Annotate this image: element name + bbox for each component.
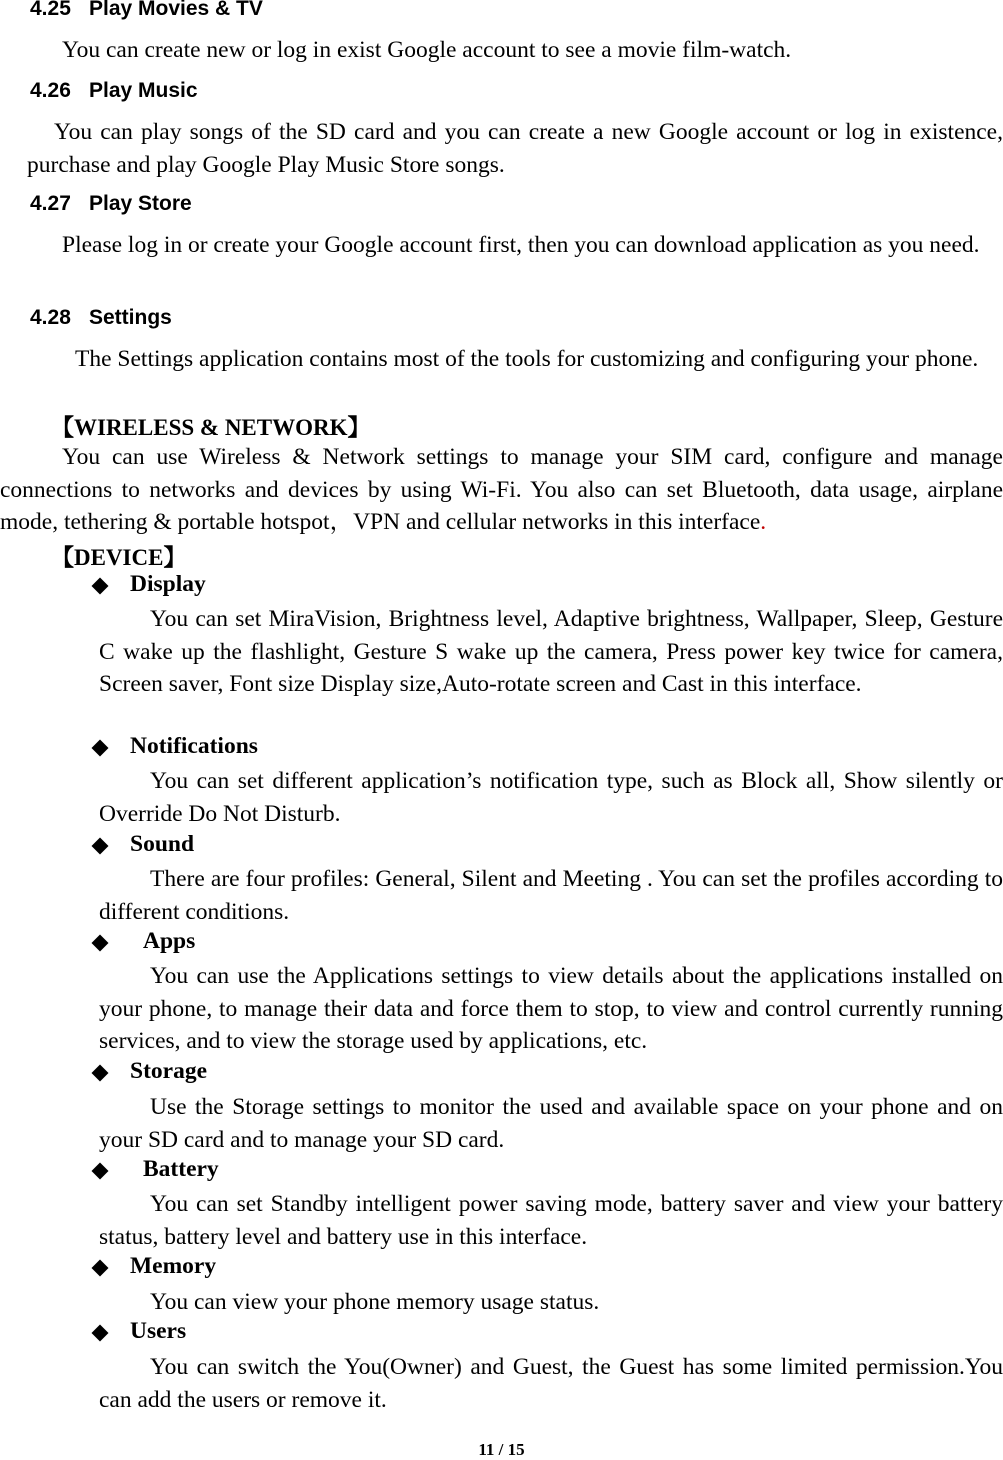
diamond-bullet-icon: [92, 1325, 109, 1342]
wireless-network-end-mark: .: [760, 509, 767, 535]
device-item-body-users: You can switch the You(Owner) and Guest, the Guest has some limited permission.You can add the users or remove it.: [99, 1354, 1003, 1413]
device-item-title-battery: Battery: [143, 1156, 219, 1182]
diamond-bullet-icon: [92, 740, 109, 757]
section-body-play-movies: You can create new or log in exist Google account to see a movie film-watch.: [62, 37, 792, 63]
device-item-title-storage: Storage: [130, 1058, 208, 1084]
device-item-body-memory: You can view your phone memory usage status.: [150, 1289, 600, 1315]
section-body-play-store: Please log in or create your Google account first, then you can download application as you need.: [62, 232, 980, 258]
section-title: Play Music: [89, 79, 198, 102]
device-item-body-battery: You can set Standby intelligent power saving mode, battery saver and view your battery status, battery level and battery use in this interface.: [99, 1191, 1003, 1250]
page-number: 11 / 15: [478, 1440, 525, 1459]
device-item-body-storage: Use the Storage settings to monitor the used and available space on your phone and on your SD card and to manage your SD card.: [99, 1094, 1003, 1153]
section-heading-play-movies: [30, 0, 263, 21]
device-item-title-display: Display: [130, 571, 206, 597]
diamond-bullet-icon: [92, 838, 109, 855]
section-number: 4.25: [30, 0, 71, 20]
device-item-body-display: You can set MiraVision, Brightness level, Adaptive brightness, Wallpaper, Sleep, Gesture C wake up the flashlight, Gesture S wake up the camera, Press power key twice for camera, Screen saver, Font size Display size,Auto-rotate screen and Cast in this interface.: [99, 606, 1003, 697]
device-heading: 【DEVICE】: [51, 545, 187, 570]
device-item-body-sound: There are four profiles: General, Silent and Meeting . You can set the profiles according to different conditions.: [99, 866, 1003, 925]
diamond-bullet-icon: [92, 1163, 109, 1180]
section-heading-play-store: [30, 192, 192, 216]
diamond-bullet-icon: [92, 935, 109, 952]
wireless-network-heading: 【WIRELESS & NETWORK】: [51, 415, 371, 440]
device-item-body-apps: You can use the Applications settings to view details about the applications installed on your phone, to manage their data and force them to stop, to view and control currently running services, and to view the storage used by applications, etc.: [99, 963, 1003, 1054]
device-item-body-notifications: You can set different application’s notification type, such as Block all, Show silently or Override Do Not Disturb.: [99, 768, 1003, 827]
diamond-bullet-icon: [92, 578, 109, 595]
device-item-title-apps: Apps: [143, 928, 196, 954]
section-number: 4.27: [30, 192, 71, 215]
section-title: Play Store: [89, 192, 192, 215]
section-number: 4.28: [30, 306, 71, 329]
section-body-play-music: You can play songs of the SD card and you can create a new Google account or log in existence, purchase and play Google Play Music Store songs.: [27, 119, 1003, 178]
device-item-title-notifications: Notifications: [130, 733, 258, 759]
diamond-bullet-icon: [92, 1260, 109, 1277]
section-heading-play-music: [30, 79, 198, 103]
device-item-title-memory: Memory: [130, 1253, 217, 1279]
device-item-title-users: Users: [130, 1318, 187, 1344]
wireless-network-text: You can use Wireless & Network settings to manage your SIM card, configure and manage connections to networks and devices by using Wi-Fi. You also can set Bluetooth, data usage, airplane mode, tethering & portable hotspot，VPN and cellular networks in this interface: [0, 444, 1003, 535]
device-item-title-sound: Sound: [130, 831, 195, 857]
section-title: Settings: [89, 306, 172, 329]
section-title: Play Movies & TV: [89, 0, 263, 20]
section-heading-settings: [30, 306, 172, 330]
wireless-network-body: [0, 441, 1003, 539]
section-number: 4.26: [30, 79, 71, 102]
diamond-bullet-icon: [92, 1065, 109, 1082]
section-body-settings: The Settings application contains most of the tools for customizing and configuring your phone.: [75, 346, 979, 372]
